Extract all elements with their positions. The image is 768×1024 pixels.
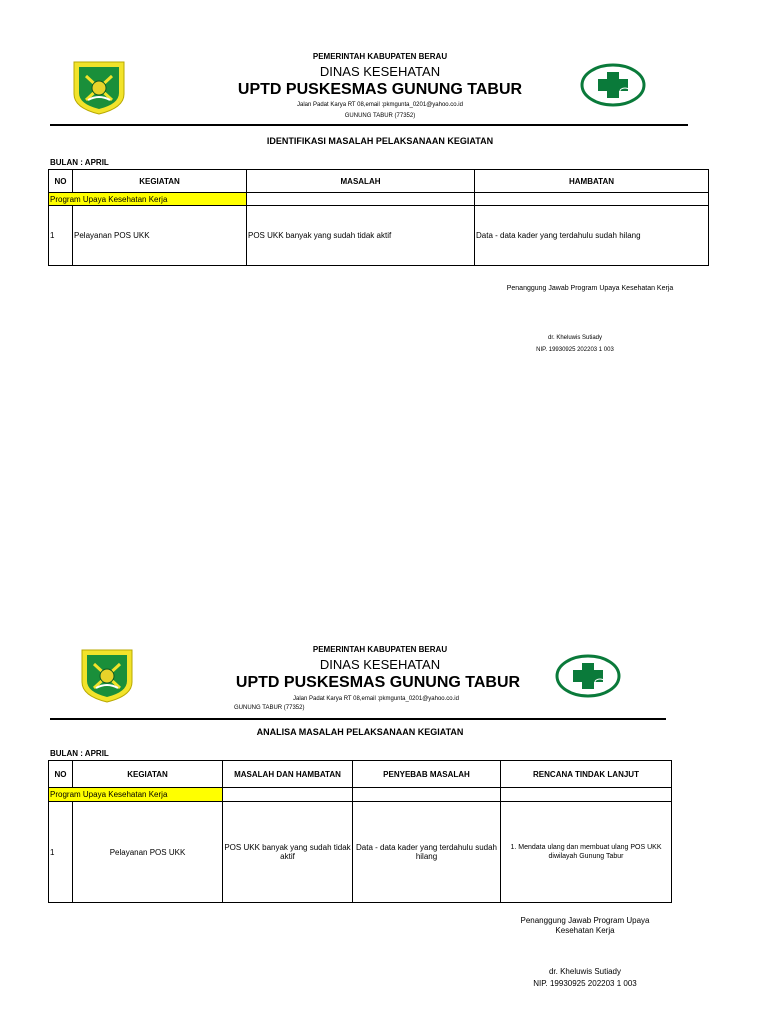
problem-table (48, 169, 709, 266)
col-no: NO (49, 170, 73, 193)
empty-cell (223, 788, 353, 802)
header-rule (50, 718, 666, 720)
header-gov: PEMERINTAH KABUPATEN BERAU (312, 52, 448, 61)
health-ministry-logo (555, 654, 621, 698)
header-gov: PEMERINTAH KABUPATEN BERAU (312, 645, 448, 654)
row-no: 1 (49, 206, 73, 266)
col-rencana: RENCANA TINDAK LANJUT (501, 761, 672, 788)
col-hambatan: HAMBATAN (475, 170, 709, 193)
header-dept: DINAS KESEHATAN (319, 657, 441, 672)
doc-title: IDENTIFIKASI MASALAH PELAKSANAAN KEGIATAN (266, 136, 494, 146)
header-postal: GUNUNG TABUR (77352) (234, 705, 305, 711)
row-kegiatan: Pelayanan POS UKK (73, 206, 247, 266)
signature-nip: NIP. 19930925 202203 1 003 (533, 979, 637, 988)
empty-cell (475, 193, 709, 206)
row-rencana: 1. Mendata ulang dan membuat ulang POS UKK diwilayah Gunung Tabur (501, 802, 672, 903)
header-dept: DINAS KESEHATAN (319, 64, 441, 79)
doc-title: ANALISA MASALAH PELAKSANAAN KEGIATAN (256, 727, 464, 737)
empty-cell (501, 788, 672, 802)
row-no: 1 (49, 802, 73, 903)
program-cell: Program Upaya Kesehatan Kerja (49, 193, 247, 206)
table-row (49, 802, 672, 903)
signature-name: dr. Kheluwis Sutiady (548, 967, 622, 976)
row-kegiatan: Pelayanan POS UKK (73, 802, 223, 903)
month-label: BULAN : APRIL (50, 158, 109, 167)
signature-nip: NIP. 19930925 202203 1 003 (536, 347, 614, 353)
signature-name: dr. Kheluwis Sutiady (547, 335, 603, 341)
table-row (49, 206, 709, 266)
berau-regency-logo (78, 648, 136, 704)
col-no: NO (49, 761, 73, 788)
col-kegiatan: KEGIATAN (73, 170, 247, 193)
col-penyebab: PENYEBAB MASALAH (353, 761, 501, 788)
row-hambatan: Data - data kader yang terdahulu sudah hilang (475, 206, 709, 266)
header-org: UPTD PUSKESMAS GUNUNG TABUR (235, 674, 521, 691)
month-label: BULAN : APRIL (50, 749, 109, 758)
empty-cell (247, 193, 475, 206)
col-kegiatan: KEGIATAN (73, 761, 223, 788)
analysis-table (48, 760, 672, 903)
berau-regency-logo (70, 60, 128, 116)
health-ministry-logo (580, 63, 646, 107)
header-rule (50, 124, 688, 126)
header-address: Jalan Padat Karya RT 08,email :pkmgunta_0201@yahoo.co.id (293, 696, 459, 702)
row-masalah: POS UKK banyak yang sudah tidak aktif (223, 802, 353, 903)
header-postal: GUNUNG TABUR (77352) (344, 113, 416, 119)
signature-role: Penanggung Jawab Program Upaya Kesehatan Kerja (506, 285, 674, 292)
row-masalah: POS UKK banyak yang sudah tidak aktif (247, 206, 475, 266)
program-cell: Program Upaya Kesehatan Kerja (49, 788, 223, 802)
col-masalah: MASALAH (247, 170, 475, 193)
empty-cell (353, 788, 501, 802)
row-penyebab: Data - data kader yang terdahulu sudah hilang (353, 802, 501, 903)
header-org: UPTD PUSKESMAS GUNUNG TABUR (237, 81, 523, 98)
header-address: Jalan Padat Karya RT 08,email :pkmgunta_0201@yahoo.co.id (297, 102, 463, 108)
signature-role: Penanggung Jawab Program Upaya Kesehatan Kerja (520, 916, 650, 935)
col-masalah-hambatan: MASALAH DAN HAMBATAN (223, 761, 353, 788)
